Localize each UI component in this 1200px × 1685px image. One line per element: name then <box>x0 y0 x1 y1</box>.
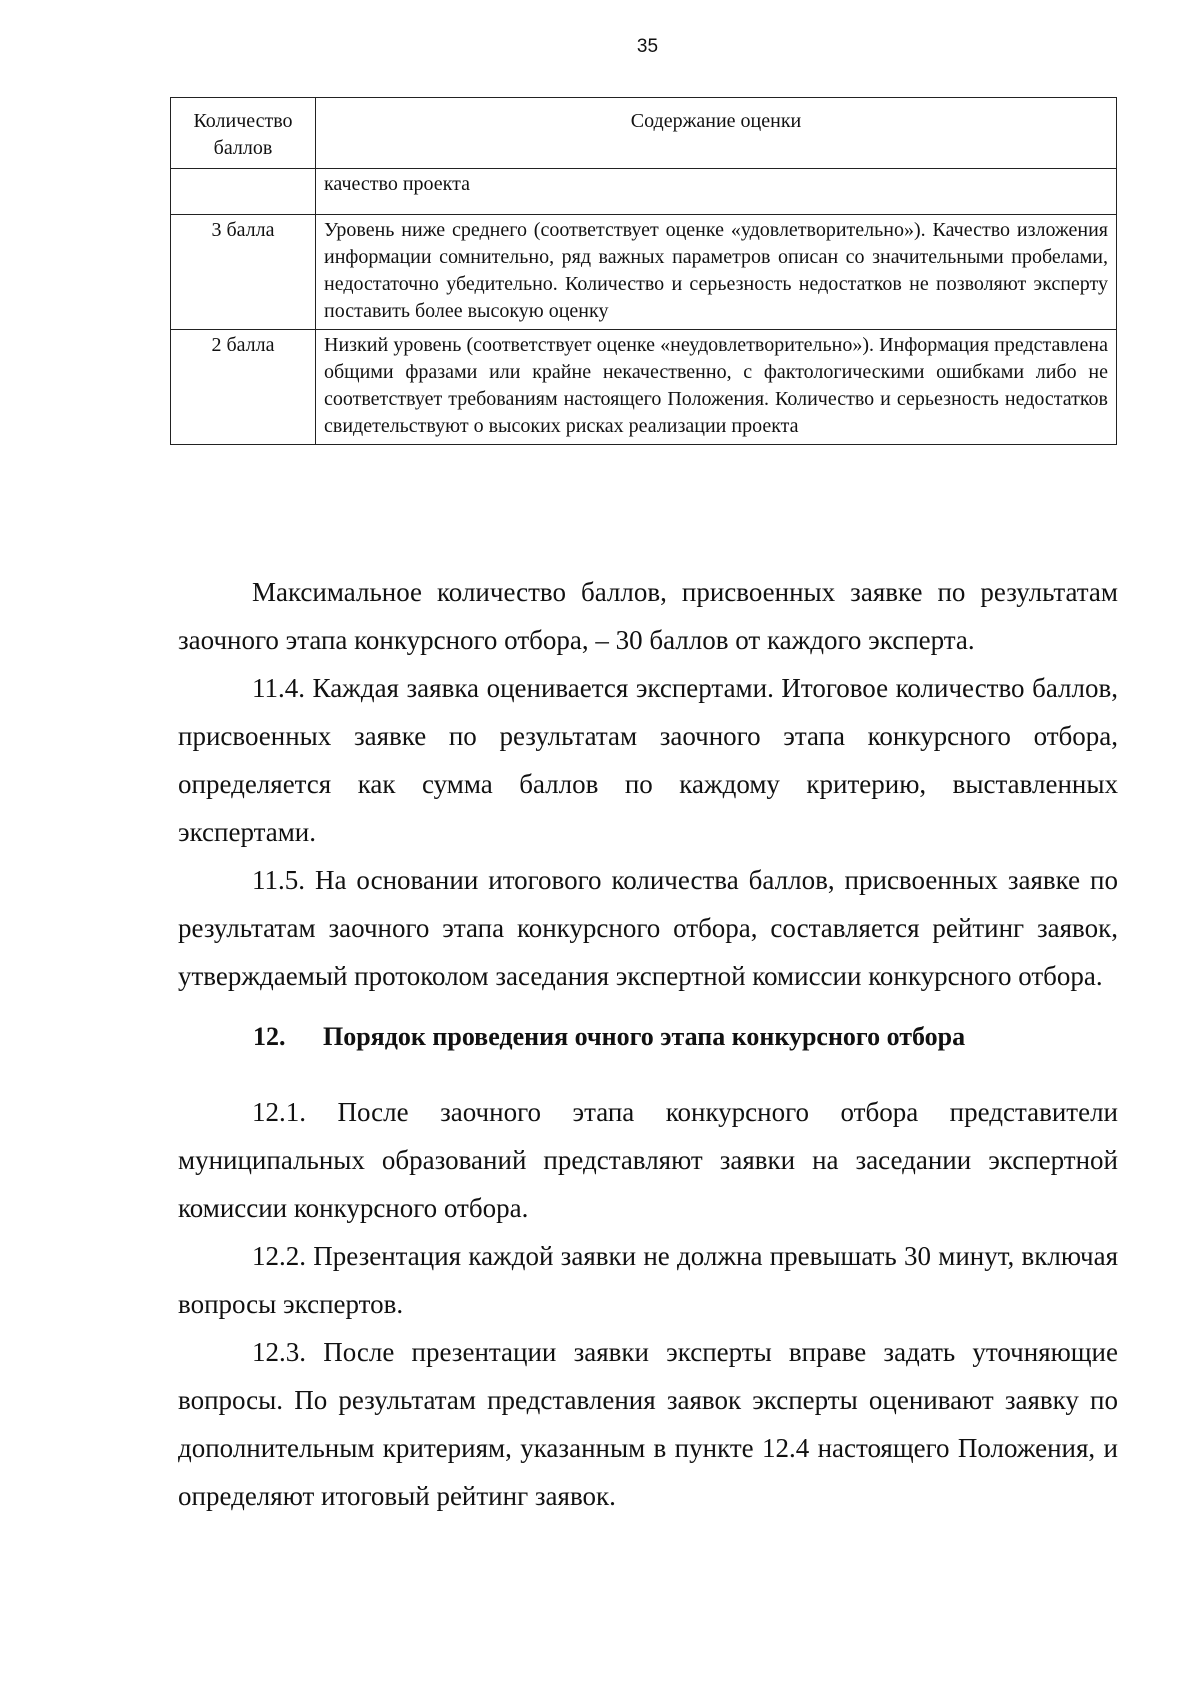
paragraph-12-3: 12.3. После презентации заявки эксперты вправе задать уточняющие вопросы. По результатам представления заявок эксперты оценивают заявку по дополнительным критериям, указанным в пункте 12.4 настоящего Положения, и определяют итоговый рейтинг заявок. <box>178 1337 1118 1511</box>
body-text-after <box>178 1088 1118 1520</box>
table-row <box>171 215 1117 330</box>
scoring-table <box>170 97 1117 445</box>
header-content: Содержание оценки <box>316 98 1117 169</box>
table-header-row <box>171 98 1117 169</box>
table-row <box>171 169 1117 215</box>
content-cell: Уровень ниже среднего (соответствует оценке «удовлетворительно»). Качество изложения информации сомнительно, ряд важных параметров описан со значительными пробелами, недостаточно убедительно. Количество и серьезность недостатков не позволяют эксперту поставить более высокую оценку <box>316 215 1117 330</box>
header-score: Количество баллов <box>171 98 316 169</box>
paragraph-11-4: 11.4. Каждая заявка оценивается экспертами. Итоговое количество баллов, присвоенных заявке по результатам заочного этапа конкурсного отбора, определяется как сумма баллов по каждому критерию, выставленных экспертами. <box>178 673 1118 847</box>
body-text-before <box>178 568 1118 1000</box>
page-number: 35 <box>636 36 659 57</box>
section-heading <box>253 1022 965 1052</box>
continuation-cell: качество проекта <box>316 169 1117 215</box>
table-row <box>171 330 1117 445</box>
content-cell: Низкий уровень (соответствует оценке «неудовлетворительно»). Информация представлена общими фразами или крайне некачественно, с фактологическими ошибками либо не соответствует требованиям настоящего Положения. Количество и серьезность недостатков свидетельствуют о высоких рисках реализации проекта <box>316 330 1117 445</box>
section-number: 12. <box>253 1022 286 1051</box>
paragraph-max-score: Максимальное количество баллов, присвоенных заявке по результатам заочного этапа конкурсного отбора, – 30 баллов от каждого эксперта. <box>178 577 1118 655</box>
paragraph-12-1: 12.1. После заочного этапа конкурсного отбора представители муниципальных образований представляют заявки на заседании экспертной комиссии конкурсного отбора. <box>178 1097 1118 1223</box>
paragraph-12-2: 12.2. Презентация каждой заявки не должна превышать 30 минут, включая вопросы экспертов. <box>178 1241 1118 1319</box>
score-cell-empty <box>171 169 316 215</box>
score-cell: 2 балла <box>171 330 316 445</box>
section-title: Порядок проведения очного этапа конкурсного отбора <box>323 1022 966 1051</box>
score-cell: 3 балла <box>171 215 316 330</box>
paragraph-11-5: 11.5. На основании итогового количества баллов, присвоенных заявке по результатам заочного этапа конкурсного отбора, составляется рейтинг заявок, утверждаемый протоколом заседания экспертной комиссии конкурсного отбора. <box>178 865 1118 991</box>
